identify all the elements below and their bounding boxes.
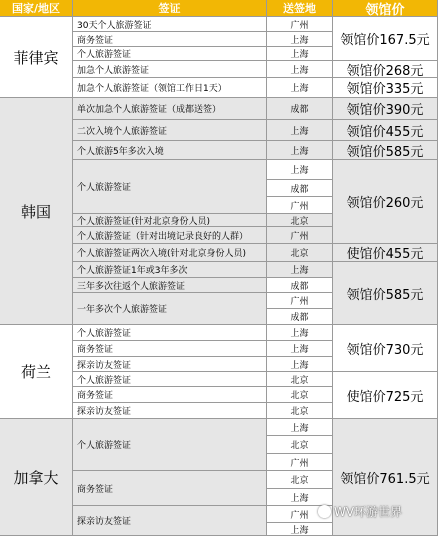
price-cell: 使馆价455元	[333, 244, 438, 262]
city-cell: 北京	[267, 436, 333, 454]
city-cell: 成都	[267, 98, 333, 120]
price-cell: 使馆价725元	[333, 372, 438, 419]
visa-cell: 个人旅游5年多次入境	[73, 141, 267, 160]
city-cell: 上海	[267, 61, 333, 78]
visa-cell: 个人旅游签证	[73, 47, 267, 61]
city-cell: 上海	[267, 32, 333, 47]
price-cell: 领馆价268元	[333, 61, 438, 78]
watermark-text: WV环游世界	[334, 505, 403, 519]
header-send-location: 送签地	[267, 0, 333, 17]
city-cell: 成都	[267, 278, 333, 293]
city-cell: 上海	[267, 489, 333, 506]
header-country: 国家/地区	[0, 0, 73, 17]
city-cell: 广州	[267, 17, 333, 32]
city-cell: 北京	[267, 214, 333, 227]
city-cell: 上海	[267, 325, 333, 341]
price-cell: 领馆价335元	[333, 78, 438, 98]
city-cell: 上海	[267, 141, 333, 160]
visa-cell: 个人旅游签证	[73, 325, 267, 341]
country-netherlands: 荷兰	[0, 325, 73, 419]
visa-cell: 个人旅游签证	[73, 372, 267, 387]
city-cell: 广州	[267, 227, 333, 244]
visa-cell: 30天个人旅游签证	[73, 17, 267, 32]
price-cell: 领馆价260元	[333, 160, 438, 244]
visa-cell: 商务签证	[73, 471, 267, 506]
price-cell: 领馆价585元	[333, 262, 438, 325]
visa-cell: 探亲访友签证	[73, 357, 267, 372]
wechat-icon	[318, 505, 331, 518]
city-cell: 北京	[267, 387, 333, 403]
price-cell: 领馆价730元	[333, 325, 438, 372]
visa-cell: 商务签证	[73, 387, 267, 403]
city-cell: 上海	[267, 419, 333, 436]
visa-cell: 加急个人旅游签证	[73, 61, 267, 78]
price-cell: 领馆价390元	[333, 98, 438, 120]
visa-cell: 加急个人旅游签证（领馆工作日1天）	[73, 78, 267, 98]
city-cell: 上海	[267, 523, 333, 536]
visa-cell: 商务签证	[73, 341, 267, 357]
visa-cell: 个人旅游签证两次入境(针对北京身份人员)	[73, 244, 267, 262]
visa-cell: 三年多次往返个人旅游签证	[73, 278, 267, 293]
visa-cell: 个人旅游签证1年或3年多次	[73, 262, 267, 278]
watermark	[318, 503, 402, 520]
city-cell: 上海	[267, 341, 333, 357]
visa-cell: 个人旅游签证（针对出境记录良好的人群）	[73, 227, 267, 244]
city-cell: 上海	[267, 47, 333, 61]
visa-cell: 一年多次个人旅游签证	[73, 293, 267, 325]
visa-cell: 探亲访友签证	[73, 403, 267, 419]
visa-cell: 个人旅游签证	[73, 419, 267, 471]
price-cell: 领馆价455元	[333, 120, 438, 141]
city-cell: 上海	[267, 160, 333, 180]
city-cell: 广州	[267, 197, 333, 214]
country-canada: 加拿大	[0, 419, 73, 536]
city-cell: 上海	[267, 357, 333, 372]
header-price: 领馆价	[333, 0, 438, 17]
city-cell: 北京	[267, 372, 333, 387]
city-cell: 成都	[267, 309, 333, 325]
city-cell: 广州	[267, 454, 333, 471]
city-cell: 北京	[267, 244, 333, 262]
visa-cell: 个人旅游签证	[73, 160, 267, 214]
price-cell: 领馆价167.5元	[333, 17, 438, 61]
city-cell: 北京	[267, 471, 333, 489]
visa-cell: 个人旅游签证(针对北京身份人员)	[73, 214, 267, 227]
city-cell: 北京	[267, 403, 333, 419]
city-cell: 广州	[267, 293, 333, 309]
visa-cell: 单次加急个人旅游签证（成都送签）	[73, 98, 267, 120]
price-cell: 领馆价761.5元	[333, 419, 438, 536]
visa-cell: 二次入境个人旅游签证	[73, 120, 267, 141]
visa-cell: 探亲访友签证	[73, 506, 267, 536]
country-korea: 韩国	[0, 98, 73, 325]
visa-cell: 商务签证	[73, 32, 267, 47]
city-cell: 上海	[267, 78, 333, 98]
price-cell: 领馆价585元	[333, 141, 438, 160]
city-cell: 上海	[267, 262, 333, 278]
header-visa: 签证	[73, 0, 267, 17]
city-cell: 上海	[267, 120, 333, 141]
city-cell: 广州	[267, 506, 333, 523]
country-philippines: 菲律宾	[0, 17, 73, 98]
city-cell: 成都	[267, 180, 333, 197]
